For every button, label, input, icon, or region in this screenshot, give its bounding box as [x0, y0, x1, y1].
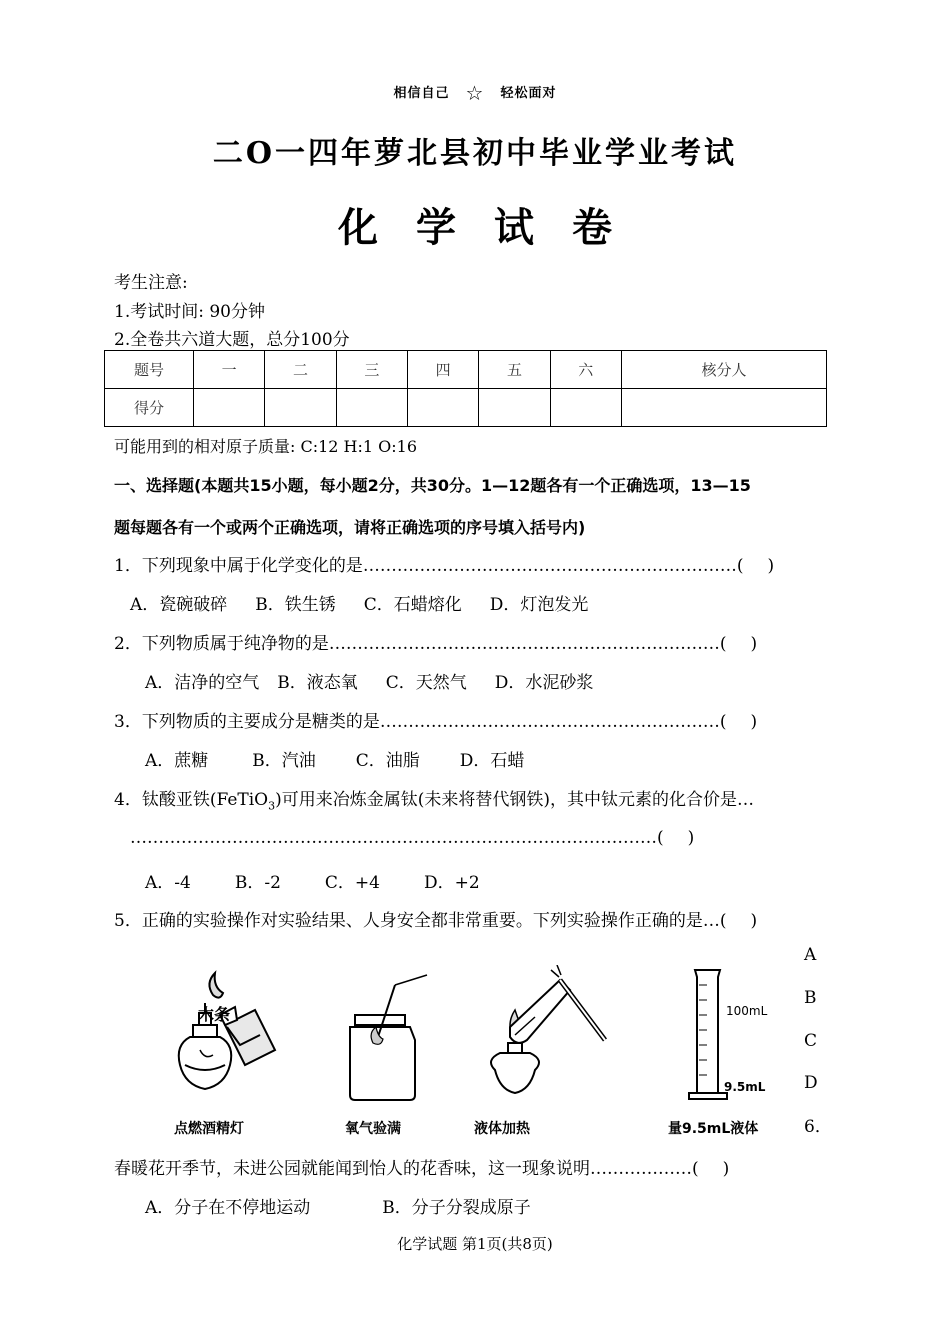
experiment-figures	[165, 965, 785, 1140]
close-paren: )	[750, 712, 758, 732]
motto-right: 轻松面对	[500, 86, 557, 101]
close-paren: )	[750, 634, 758, 654]
row-label-cell: 得分	[105, 389, 194, 427]
question-2-options	[145, 668, 621, 693]
question-3-text: 3．下列物质的主要成分是糖类的是……………………………………………………(	[114, 712, 727, 732]
close-paren: )	[722, 1159, 730, 1179]
question-4-text-b: )可用来冶炼金属钛(未来将替代钢铁)，其中钛元素的化合价是…	[275, 790, 754, 810]
option-b[interactable]: B．铁生锈	[255, 595, 336, 615]
motto-left: 相信自己	[393, 86, 450, 101]
question-5-stem	[114, 906, 757, 931]
side-label-b: B	[804, 988, 817, 1008]
alcohol-lamp-figure	[179, 973, 275, 1089]
close-paren: )	[687, 828, 695, 848]
page-footer: 化学试题 第1页(共8页)	[397, 1235, 553, 1253]
score-table-score-row	[105, 389, 827, 427]
option-d[interactable]: D．石蜡	[459, 751, 525, 771]
notice-heading: 考生注意:	[114, 273, 188, 293]
question-6-stem	[114, 1154, 729, 1179]
option-c[interactable]: C．油脂	[355, 751, 420, 771]
option-b[interactable]: B．液态氧	[277, 673, 358, 693]
option-c[interactable]: C．+4	[324, 873, 380, 893]
question-4-line-2	[130, 828, 694, 848]
close-paren: )	[750, 911, 758, 931]
atomic-mass-note: 可能用到的相对原子质量: C:12 H:1 O:16	[114, 437, 418, 456]
header-cell: 四	[407, 351, 478, 389]
label-100ml: 100mL	[726, 1004, 768, 1018]
side-label-c: C	[804, 1031, 818, 1051]
close-paren: )	[767, 556, 775, 576]
question-4-stem	[114, 785, 754, 812]
question-2-text: 2．下列物质属于纯净物的是……………………………………………………………(	[114, 634, 727, 654]
option-a[interactable]: A．瓷碗破碎	[130, 595, 228, 615]
option-b[interactable]: B．分子分裂成原子	[382, 1198, 531, 1218]
formula-subscript: 3	[268, 799, 276, 813]
question-1-text: 1．下列现象中属于化学变化的是…………………………………………………………(	[114, 556, 744, 576]
question-6-options	[145, 1193, 531, 1218]
header-cell: 五	[479, 351, 550, 389]
score-cell[interactable]	[265, 389, 336, 427]
caption-a: 点燃酒精灯	[174, 1121, 244, 1137]
question-6-text: 春暖花开季节，未进公园就能闻到怡人的花香味，这一现象说明………………(	[114, 1159, 699, 1179]
test-tube-heating-figure	[491, 965, 605, 1093]
score-cell[interactable]	[407, 389, 478, 427]
side-label-a: A	[804, 945, 817, 965]
section-1-instructions-2: 题每题各有一个或两个正确选项，请将正确选项的序号填入括号内)	[114, 518, 586, 537]
option-d[interactable]: D．水泥砂浆	[494, 673, 594, 693]
question-5-text: 5．正确的实验操作对实验结果、人身安全都非常重要。下列实验操作正确的是…(	[114, 911, 727, 931]
section-1-instructions-1: 一、选择题(本题共15小题，每小题2分，共30分。1—12题各有一个正确选项，13—15	[114, 476, 751, 495]
star-icon: ☆	[465, 81, 485, 105]
label-wood-stick: 木条	[198, 1005, 231, 1024]
label-9-5ml: 9.5mL	[724, 1080, 766, 1094]
question-1-options	[130, 590, 616, 615]
option-d[interactable]: D．+2	[423, 873, 480, 893]
score-table	[104, 350, 827, 427]
option-b[interactable]: B．-2	[234, 873, 281, 893]
score-table-header-row	[105, 351, 827, 389]
header-cell: 一	[194, 351, 265, 389]
graduated-cylinder-figure	[689, 970, 727, 1099]
option-c[interactable]: C．石蜡熔化	[363, 595, 462, 615]
motto	[0, 78, 950, 105]
question-4-options	[145, 868, 508, 893]
side-label-6: 6．	[804, 1117, 832, 1137]
notice-line-2: 2.全卷共六道大题，总分100分	[114, 330, 350, 350]
option-c[interactable]: C．天然气	[385, 673, 467, 693]
header-cell: 二	[265, 351, 336, 389]
caption-c: 液体加热	[474, 1121, 530, 1137]
question-4-text-a: 4．钛酸亚铁(FeTiO	[114, 790, 269, 810]
side-label-d: D	[804, 1073, 818, 1093]
option-a[interactable]: A．-4	[145, 873, 191, 893]
paper-title: 化学试卷	[338, 204, 650, 251]
question-3-stem	[114, 707, 757, 732]
option-b[interactable]: B．汽油	[252, 751, 316, 771]
header-cell: 三	[336, 351, 407, 389]
header-cell: 题号	[105, 351, 194, 389]
question-4-dots: …………………………………………………………………………………(	[130, 828, 664, 848]
notice-line-1: 1.考试时间: 90分钟	[114, 302, 265, 322]
score-cell[interactable]	[479, 389, 550, 427]
caption-d: 量9.5mL液体	[668, 1121, 759, 1137]
option-d[interactable]: D．灯泡发光	[489, 595, 589, 615]
question-3-options	[145, 746, 552, 771]
caption-b: 氧气验满	[345, 1121, 401, 1137]
option-a[interactable]: A．洁净的空气	[145, 673, 260, 693]
score-cell[interactable]	[621, 389, 826, 427]
question-2-stem	[114, 629, 757, 654]
option-a[interactable]: A．分子在不停地运动	[145, 1198, 311, 1218]
exam-title: 二O一四年萝北县初中毕业学业考试	[212, 136, 738, 171]
score-cell[interactable]	[336, 389, 407, 427]
header-cell: 六	[550, 351, 621, 389]
header-cell: 核分人	[621, 351, 826, 389]
gas-jar-figure	[350, 975, 427, 1100]
score-cell[interactable]	[550, 389, 621, 427]
score-cell[interactable]	[194, 389, 265, 427]
question-1-stem	[114, 551, 774, 576]
option-a[interactable]: A．蔗糖	[145, 751, 209, 771]
